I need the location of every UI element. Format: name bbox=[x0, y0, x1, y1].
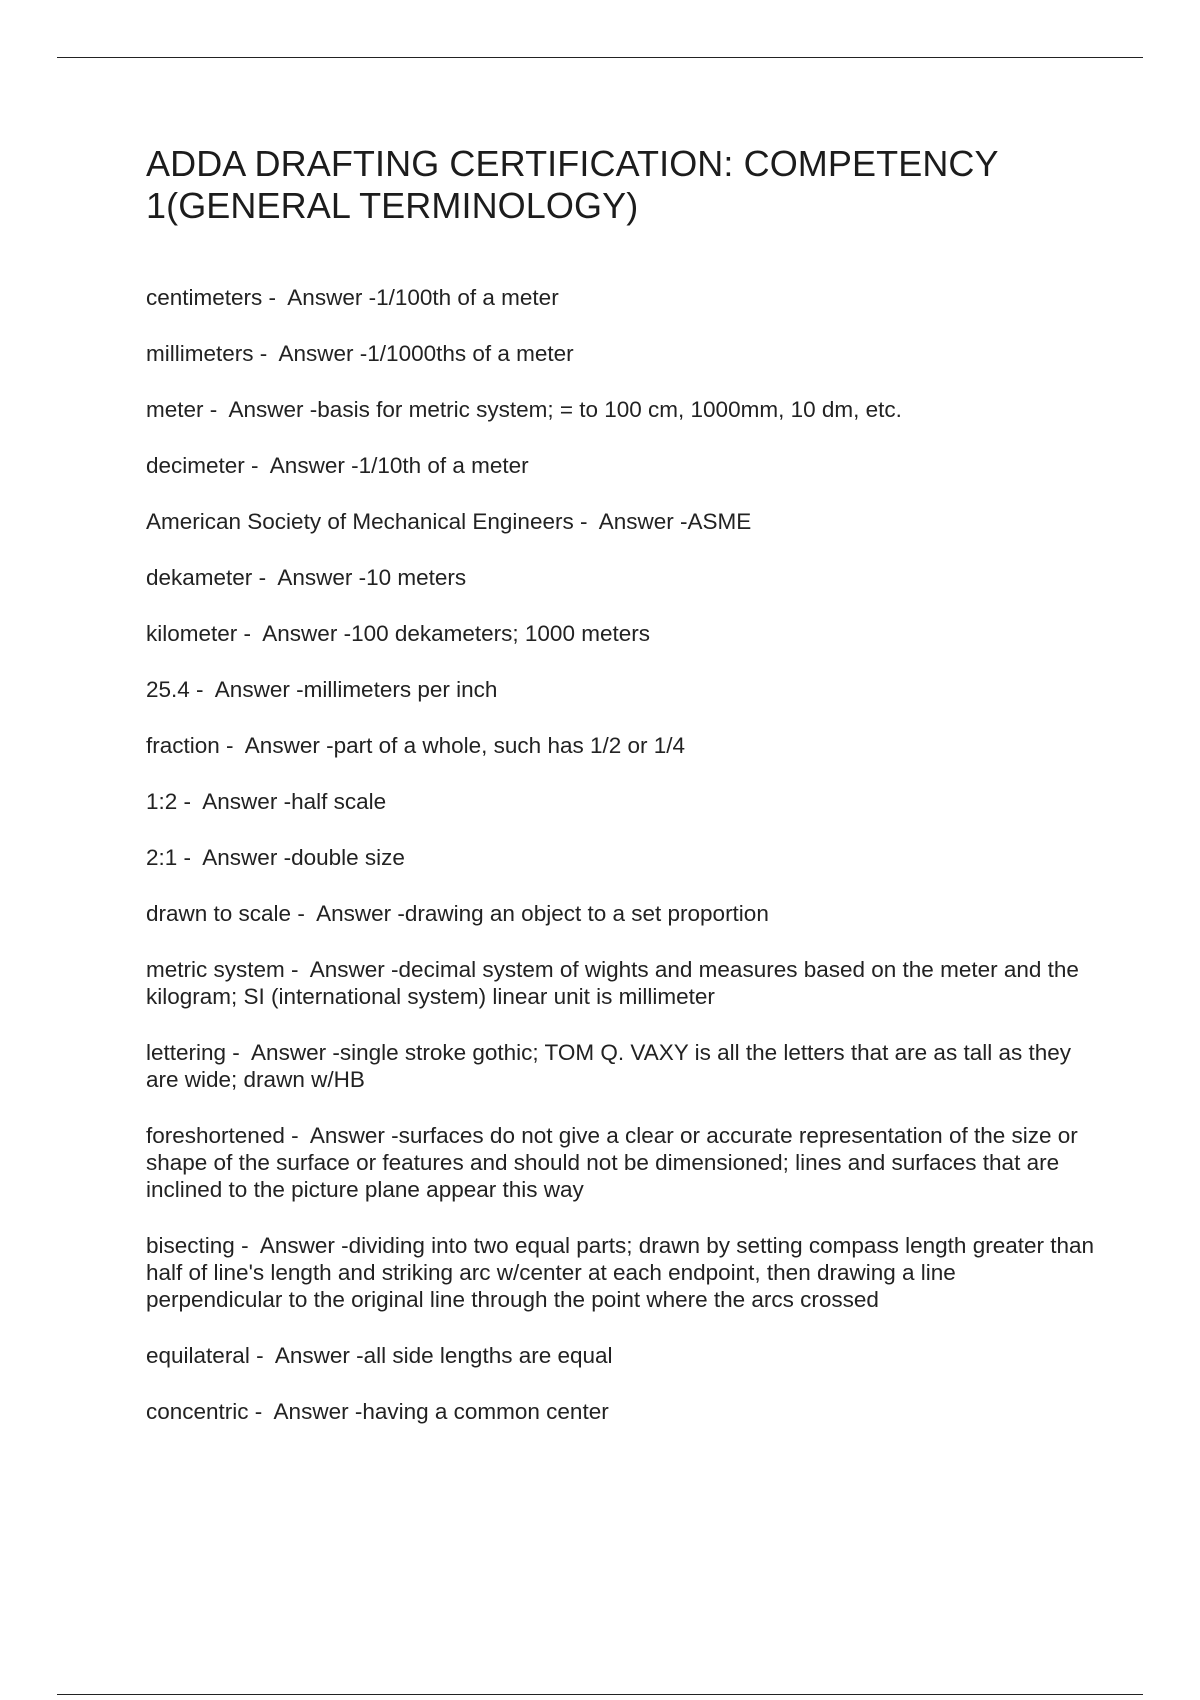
qa-answer: 10 meters bbox=[366, 565, 467, 590]
qa-term: 25.4 bbox=[146, 677, 190, 702]
qa-answer-prefix: - Answer - bbox=[249, 1343, 364, 1368]
qa-item bbox=[146, 844, 1096, 871]
qa-item bbox=[146, 900, 1096, 927]
qa-answer-prefix: - Answer - bbox=[189, 677, 304, 702]
qa-answer: having a common center bbox=[362, 1399, 609, 1424]
qa-item bbox=[146, 452, 1096, 479]
qa-item bbox=[146, 284, 1096, 311]
qa-answer: 1/10th of a meter bbox=[358, 453, 529, 478]
qa-answer-prefix: - Answer - bbox=[244, 453, 359, 478]
header-rule bbox=[57, 57, 1143, 58]
qa-term: drawn to scale bbox=[146, 901, 292, 926]
qa-term: fraction bbox=[146, 733, 220, 758]
qa-answer: ASME bbox=[687, 509, 752, 534]
qa-item bbox=[146, 956, 1096, 1010]
qa-answer: part of a whole, such has 1/2 or 1/4 bbox=[333, 733, 686, 758]
qa-answer-prefix: - Answer - bbox=[252, 565, 367, 590]
qa-term: decimeter bbox=[146, 453, 245, 478]
qa-item bbox=[146, 620, 1096, 647]
qa-term: dekameter bbox=[146, 565, 253, 590]
qa-term: millimeters bbox=[146, 341, 254, 366]
qa-answer: half scale bbox=[291, 789, 387, 814]
document-title: ADDA DRAFTING CERTIFICATION: COMPETENCY 1(GENERAL TERMINOLOGY) bbox=[146, 143, 998, 226]
qa-answer: double size bbox=[291, 845, 405, 870]
qa-answer: 1/1000ths of a meter bbox=[367, 341, 574, 366]
qa-item bbox=[146, 676, 1096, 703]
qa-answer-prefix: - Answer - bbox=[284, 957, 399, 982]
qa-answer-prefix: - Answer - bbox=[573, 509, 688, 534]
qa-answer: 100 dekameters; 1000 meters bbox=[351, 621, 650, 646]
qa-answer-prefix: - Answer - bbox=[177, 845, 292, 870]
qa-answer: 1/100th of a meter bbox=[376, 285, 559, 310]
qa-answer: all side lengths are equal bbox=[363, 1343, 613, 1368]
qa-answer: single stroke gothic; TOM Q. VAXY is all the letters that are as tall as they are wide; drawn w/HB bbox=[146, 1040, 1072, 1092]
qa-answer: basis for metric system; = to 100 cm, 1000mm, 10 dm, etc. bbox=[317, 397, 902, 422]
qa-answer: drawing an object to a set proportion bbox=[404, 901, 769, 926]
qa-answer-prefix: - Answer - bbox=[262, 285, 377, 310]
qa-answer-prefix: - Answer - bbox=[248, 1399, 363, 1424]
qa-term: kilometer bbox=[146, 621, 238, 646]
qa-list bbox=[146, 284, 1096, 1454]
qa-term: 1:2 bbox=[146, 789, 178, 814]
qa-item bbox=[146, 340, 1096, 367]
qa-item bbox=[146, 396, 1096, 423]
qa-item bbox=[146, 1039, 1096, 1093]
qa-answer-prefix: - Answer - bbox=[253, 341, 368, 366]
qa-item bbox=[146, 1122, 1096, 1203]
qa-term: concentric bbox=[146, 1399, 249, 1424]
qa-term: 2:1 bbox=[146, 845, 178, 870]
qa-answer-prefix: - Answer - bbox=[203, 397, 318, 422]
qa-answer: surfaces do not give a clear or accurate representation of the size or shape of the surface or features and should not be dimensioned; lines and surfaces that are inclined to the picture plane appear this way bbox=[146, 1123, 1078, 1202]
qa-answer-prefix: - Answer - bbox=[284, 1123, 399, 1148]
qa-item bbox=[146, 732, 1096, 759]
qa-term: lettering bbox=[146, 1040, 227, 1065]
qa-term: centimeters bbox=[146, 285, 263, 310]
qa-term: bisecting bbox=[146, 1233, 235, 1258]
qa-term: foreshortened bbox=[146, 1123, 285, 1148]
qa-item bbox=[146, 1232, 1096, 1313]
qa-term: equilateral bbox=[146, 1343, 250, 1368]
qa-item bbox=[146, 1398, 1096, 1425]
qa-item bbox=[146, 1342, 1096, 1369]
qa-answer-prefix: - Answer - bbox=[291, 901, 405, 926]
qa-answer-prefix: - Answer - bbox=[219, 733, 334, 758]
qa-item bbox=[146, 508, 1096, 535]
qa-term: metric system bbox=[146, 957, 285, 982]
qa-answer-prefix: - Answer - bbox=[177, 789, 292, 814]
qa-item bbox=[146, 564, 1096, 591]
qa-answer: dividing into two equal parts; drawn by setting compass length greater than half of line's length and striking arc w/center at each endpoint, then drawing a line perpendicular to the original line through the point where the arcs crossed bbox=[146, 1233, 1095, 1312]
qa-answer: decimal system of wights and measures based on the meter and the kilogram; SI (international system) linear unit is millimeter bbox=[146, 957, 1079, 1009]
qa-item bbox=[146, 788, 1096, 815]
qa-answer-prefix: - Answer - bbox=[237, 621, 352, 646]
qa-answer-prefix: - Answer - bbox=[226, 1040, 340, 1065]
qa-term: American Society of Mechanical Engineers bbox=[146, 509, 574, 534]
qa-answer: millimeters per inch bbox=[303, 677, 498, 702]
qa-term: meter bbox=[146, 397, 204, 422]
qa-answer-prefix: - Answer - bbox=[234, 1233, 349, 1258]
footer-rule bbox=[57, 1694, 1143, 1695]
